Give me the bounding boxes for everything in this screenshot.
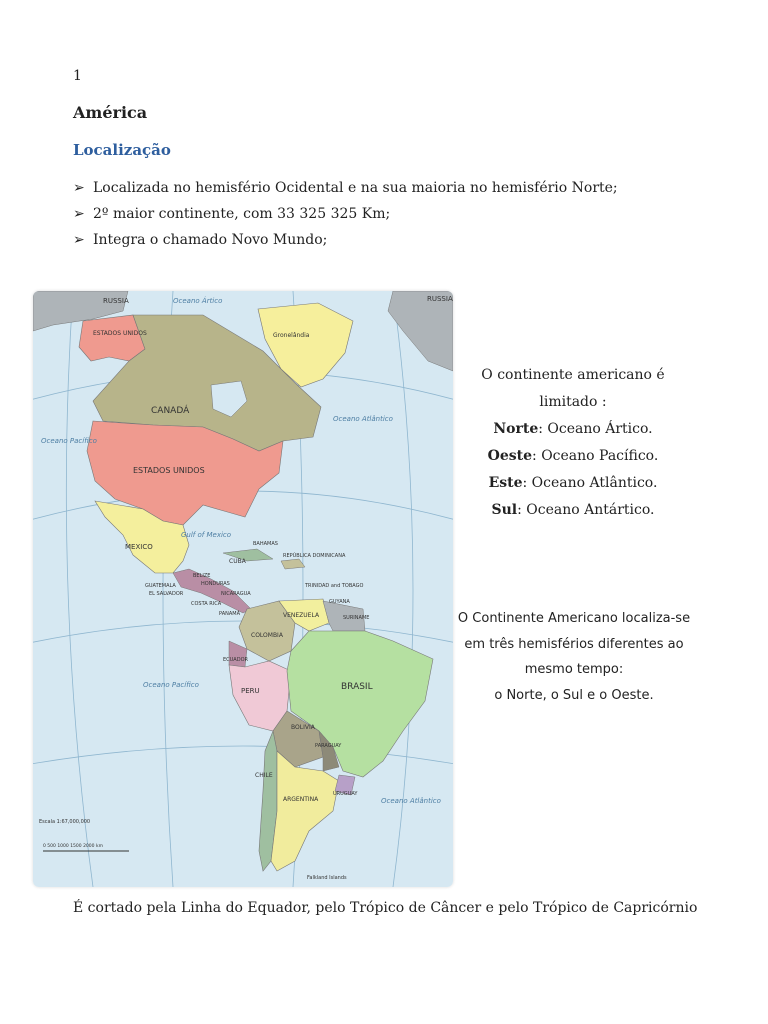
map-label: BOLIVIA [291, 724, 315, 731]
hemispheres-line: em três hemisférios diferentes ao [464, 636, 684, 652]
page-title: América [73, 103, 148, 122]
map-label: BRASIL [341, 682, 373, 692]
limit-north: Norte: Oceano Ártico. [493, 421, 653, 437]
hemispheres-line: o Norte, o Sul e o Oeste. [494, 687, 654, 703]
limits-intro-line: O continente americano é [481, 367, 665, 383]
map-label: SURINAME [343, 615, 370, 621]
alaska-shape [79, 315, 145, 361]
map-label: BELIZE [193, 573, 211, 579]
limits-intro-line: limitado : [539, 394, 607, 410]
map-label: RUSSIA [427, 295, 453, 303]
map-label: PANAMÁ [219, 611, 241, 617]
map-label: BAHAMAS [253, 541, 278, 547]
map-label: Gulf of Mexico [181, 531, 232, 539]
map-scale-ticks: 0 500 1000 1500 2000 km [43, 844, 103, 849]
list-item: ➢ Localizada no hemisfério Ocidental e na sua maioria no hemisfério Norte; [73, 175, 618, 201]
list-item: ➢ Integra o chamado Novo Mundo; [73, 227, 618, 253]
arrow-bullet-icon: ➢ [73, 232, 85, 248]
map-label: GUYANA [329, 599, 350, 605]
map-label: Falkland Islands [307, 875, 347, 881]
map-label: EL SALVADOR [149, 591, 184, 597]
map-label: CUBA [229, 558, 246, 565]
map-label: CANADÁ [151, 406, 190, 416]
bullet-list [73, 175, 618, 253]
hemispheres-line: mesmo tempo: [524, 662, 624, 677]
map-label: Oceano Pacífico [143, 681, 199, 689]
map-label: REPÚBLICA DOMINICANA [283, 553, 346, 559]
map-label: MEXICO [125, 543, 153, 551]
map-label: PERU [241, 687, 260, 695]
map-label: ECUADOR [223, 657, 248, 663]
limit-south: Sul: Oceano Antártico. [491, 502, 655, 518]
arrow-bullet-icon: ➢ [73, 206, 85, 222]
limit-west: Oeste: Oceano Pacífico. [487, 448, 659, 464]
hemispheres-block [455, 606, 693, 708]
americas-map [33, 291, 453, 887]
map-label: NICARAGUA [221, 591, 251, 597]
map-label: URUGUAY [333, 791, 358, 797]
map-label: VENEZUELA [283, 612, 320, 619]
map-label: HONDURAS [201, 581, 230, 587]
map-caption: É cortado pela Linha do Equador, pelo Trópico de Câncer e pelo Trópico de Capricórnio [73, 900, 698, 916]
map-label: TRINIDAD and TOBAGO [305, 583, 364, 589]
map-label: RUSSIA [103, 297, 129, 305]
ocean-limits-block [470, 362, 676, 524]
page-number: 1 [73, 68, 82, 84]
map-label: GUATEMALA [145, 583, 176, 589]
map-label: Oceano Atlântico [381, 797, 441, 805]
map-label: Oceano Atlântico [333, 415, 393, 423]
map-label: Oceano Ártico [173, 297, 223, 305]
map-label: ESTADOS UNIDOS [93, 330, 147, 337]
map-label: PARAGUAY [315, 743, 342, 749]
hemispheres-line: O Continente Americano localiza-se [457, 611, 691, 626]
section-heading: Localização [73, 141, 171, 159]
map-label: COSTA RICA [191, 601, 222, 607]
map-label: COLOMBIA [251, 632, 283, 639]
map-label: CHILE [255, 772, 273, 779]
map-label: ESTADOS UNIDOS [133, 466, 205, 475]
map-label: Gronelândia [273, 332, 310, 339]
list-item: ➢ 2º maior continente, com 33 325 325 Km; [73, 201, 618, 227]
map-label: Oceano Pacífico [41, 437, 97, 445]
arrow-bullet-icon: ➢ [73, 180, 85, 196]
map-label: ARGENTINA [283, 796, 319, 803]
limit-east: Este: Oceano Atlântico. [488, 475, 658, 491]
map-scale-label: Escala 1:67,000,000 [39, 819, 91, 825]
